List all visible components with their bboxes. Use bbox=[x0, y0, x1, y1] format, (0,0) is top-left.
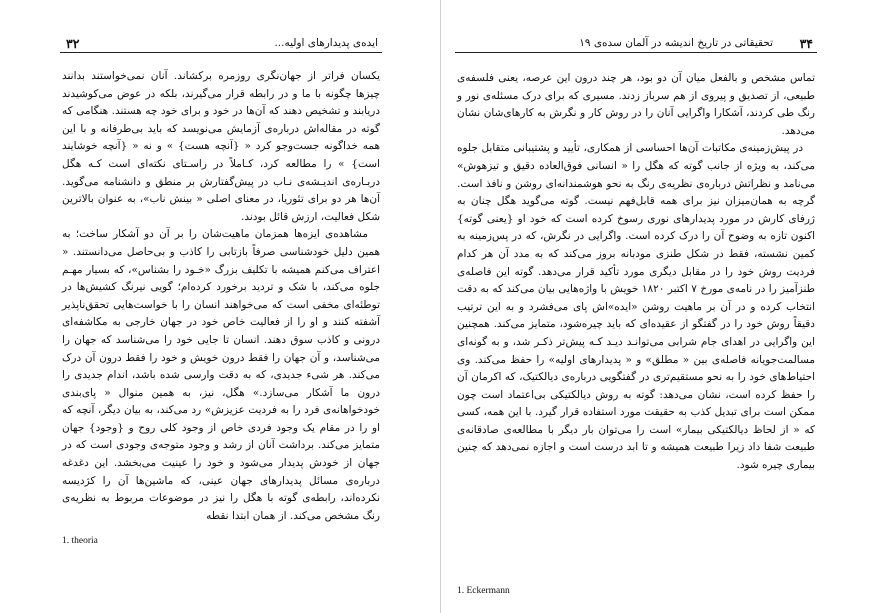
paragraph: تماس مشخص و بالفعل میان آن دو بود، هر چند درون این عرصه، یعنی فلسفه‌ی طبیعی، از تصدیق و پیروی از هم سرباز زدند. مسیری که برای درک مسئله‌ی نور و رنگ طی کردند، آشکارا واگرایی آنان را در روش کار و نگرش به کارهای‌شان نشان می‌دهد. bbox=[457, 72, 815, 137]
footnote: 1. Eckermann bbox=[457, 586, 510, 596]
paragraph: مشاهده‌ی ایزه‌ها همزمان ماهیت‌شان را بر آن دو آشکار ساخت؛ به همین دلیل خودشناسی صرفاً بازتابی را کاذب و بی‌حاصل می‌دانستند. « اعتراف می‌کنم همیشه با تکلیف بزرگ «خـود را بشناس»، که بسیار مهـم جلوه می‌کند، با شک و تردید برخورد کرده‌ام؛ گویی نیرنگ کشیش‌ها در توطئه‌ای مخفی است که می‌خواهند انسان را با خواست‌هایی تحقق‌ناپذیر آشفته کنند و او را از فعالیت خاص خود در جهان خارجی به مکاشفه‌ای درونی و کاذب سوق دهند. انسان تا جایی خود را می‌شناسد که جهان را می‌شناسد، و آن جهان را فقط درون خویش و خود را فقط درون آن درک می‌کند. هر شیء جدیدی، که به دقت وارسی شده باشد، اندام جدیدی را درون ما آشکار می‌سازد.» هگل، نیز، به همین منوال « پای‌بندی خودخواهانه‌ی فرد را به فردیت عزیزش» رد می‌کند، به بیان دیگر، آنچه که او را در مقام یک وجود فردی خاص از وجود کلی روح و {وجود} جهان متمایز می‌کند. برداشت آنان از رشد و وجود متوجه‌ی وجودی است که در جهان از خودش پدیدار می‌شود و خود را عینیت می‌بخشد. این دغدغه درباره‌ی مسائل پدیدارهای جهان عینی، که ماشین‌ها آن را کژدیسه نکرده‌اند، رابطه‌ی گوته با هگل را نیز در موضوعات مربوط به نظریه‌ی رنگ مشخص می‌کند. از همان ابتدا نقطه bbox=[62, 228, 380, 522]
body-text bbox=[457, 70, 815, 475]
page-number: ۳۴ bbox=[799, 36, 813, 51]
right-page bbox=[441, 0, 883, 613]
paragraph: در پیش‌زمینه‌ی مکاتبات آن‌ها احساسی از همکاری، تأیید و پشتیبانی متقابل جلوه می‌کند، به ویژه از جانب گوته که هگل را « انسانی فوق‌العاده دقیق و تیزهوش» می‌نامد و نظراتش درباره‌ی نظریه‌ی رنگ به نحو هوشمندانه‌ای روشن و نافذ است. گرچه به همان‌میزان نیز برای همه قابل‌فهم نیست. گوته می‌گوید هگل چنان به ژرفای کارش در مورد پدیدارهای نوری رسوخ کرده است که خود او {یعنی گوته} اکنون تازه به وضوح آن را درک کرده است. واگرایی در نگرش، که در پس‌زمینه به کمین نشسته، فقط در شکل طنزی مودبانه بروز می‌کند که به مدد آن هر کدام فردیت روش خود را در مقابل دیگری مورد تأکید قرار می‌دهد. گوته این فاصله‌ی طنزآمیز را در نامه‌ی مورخ ۷ اکتبر ۱۸۲۰ خویش با واژه‌هایی بیان می‌کند که به دقت انتخاب کرده و در آن بر ماهیت روشن «ایده»اش پای می‌فشرد و به این ترتیب دقیقاً روش خود را در گفتگو از عقیده‌ای که باید چیره‌شود، متمایز می‌کند. همچنین این واگرایی در اهدای جام شرابی می‌توانـد دیـد کـه پیش‌تر ذکـر شد، و به گونه‌ای مسالمت‌جویانه فاصله‌ی بین « مطلق» و « پدیدارهای اولیه» را حفظ می‌کند. وی احتیاط‌های خود را به نحو مستقیم‌تری در گفتگویی درباره‌ی دیالکتیک، که اکرمان آن را حفظ کرده است، نشان می‌دهد: گوته به روش دیالکتیکی بی‌اعتماد است چون ممکن است برای تبدیل کذب به حقیقت مورد استفاده قرار گیرد. با این همه، کسی که « از لحاظ دیالکتیکی بیمار» است را می‌توان بار دیگر با مطالعه‌ی صادقانه‌ی طبیعت شفا داد زیرا طبیعت همیشه و تا ابد درست است و اجازه نمی‌دهد که چنین بیماری چیره شود. bbox=[457, 142, 815, 472]
header-rule bbox=[60, 52, 382, 53]
running-head: ایده‌ی پدیدارهای اولیه... bbox=[274, 37, 378, 49]
running-head: تحقیقاتی در تاریخ اندیشه در آلمان سده‌ی ۱۹ bbox=[579, 37, 773, 49]
page-number: ۳۲ bbox=[66, 36, 80, 51]
header-rule bbox=[455, 52, 817, 53]
left-page bbox=[0, 0, 441, 613]
body-text bbox=[62, 68, 380, 525]
footnote: 1. theoria bbox=[62, 536, 98, 546]
paragraph: یکسان فراتر از جهان‌نگری روزمره برکشاند. آنان نمی‌خواستند بدانند چیزها چگونه با ما و در رابطه قرار می‌گیرند، بلکه در عوض می‌کوشیدند دریابند و تشخیص دهند که آن‌ها در خود و برای خود چه هستند. هنگامی که گوته در مقاله‌اش درباره‌ی آزمایش می‌نویسد که باید بی‌طرفانه و با این همه خداگونه جست‌وجو کرد « {آنچه هست} » و نه « {آنچه خوشایند است} » را مطالعه کرد، کـاملاً در راسـتای نکته‌ای است کـه هگل دربـاره‌ی اندیـشه‌ی نـاب در پیش‌گفتارش بر منطق و دانشنامه می‌گوید. آن‌ها هر دو برای تئوریا، در معنای اصلی « بینش ناب»، به عنوان بالاترین شکل فعالیت، ارزش قائل بودند. bbox=[62, 70, 380, 223]
